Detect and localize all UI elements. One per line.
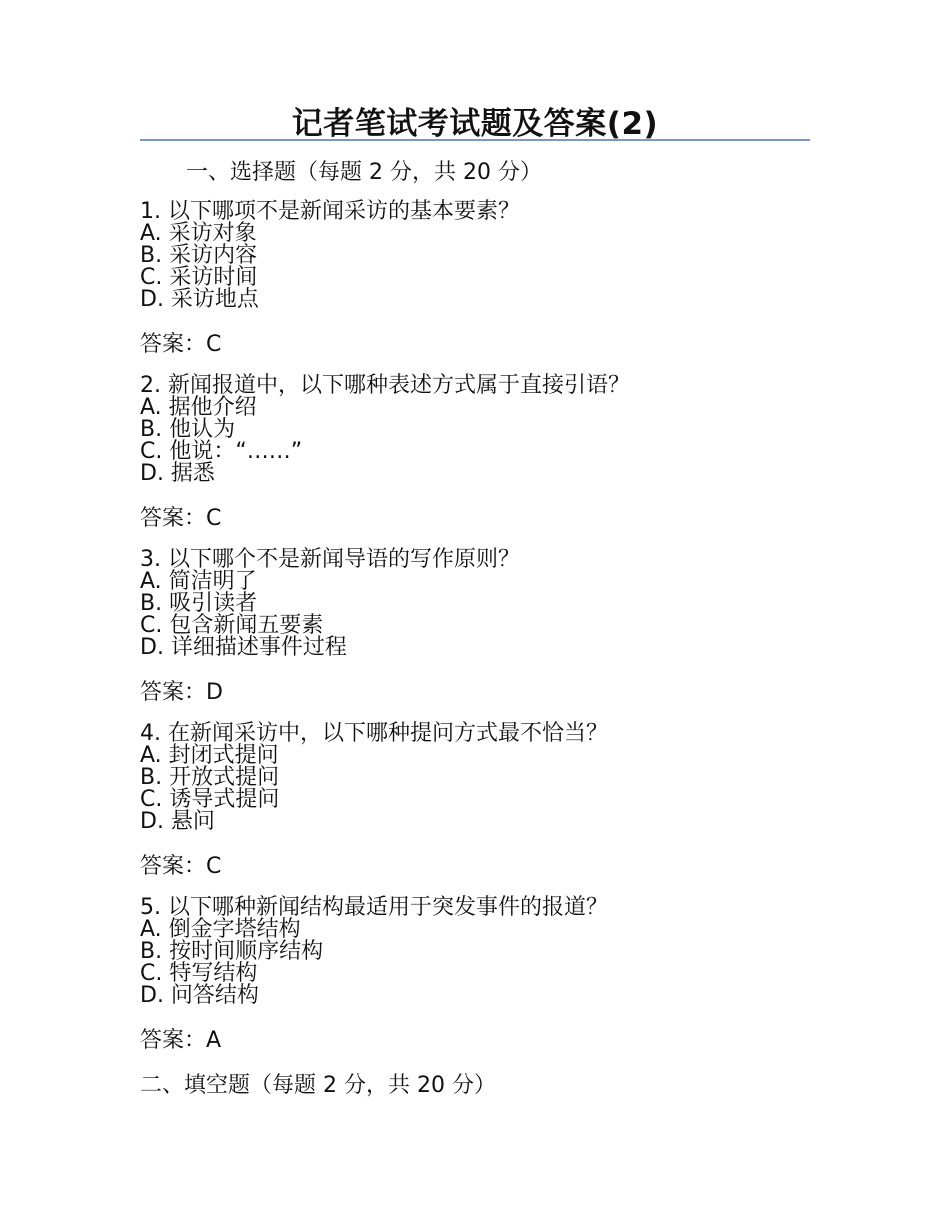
option-a: A. 封闭式提问 bbox=[140, 743, 279, 768]
question-stem: 4. 在新闻采访中，以下哪种提问方式最不恰当？ bbox=[140, 721, 608, 746]
option-c: C. 采访时间 bbox=[140, 265, 258, 290]
answer-line: 答案：C bbox=[140, 332, 222, 357]
option-a: A. 据他介绍 bbox=[140, 395, 257, 420]
question-stem: 3. 以下哪个不是新闻导语的写作原则？ bbox=[140, 547, 520, 572]
answer-line: 答案：C bbox=[140, 854, 222, 879]
answer-line: 答案：C bbox=[140, 506, 222, 531]
option-b: B. 吸引读者 bbox=[140, 591, 258, 616]
section-heading-multiple-choice: 一、选择题（每题 2 分，共 20 分） bbox=[186, 160, 542, 185]
option-d: D. 详细描述事件过程 bbox=[140, 635, 347, 660]
section-heading-fill-in-blank: 二、填空题（每题 2 分，共 20 分） bbox=[140, 1073, 496, 1098]
option-d: D. 悬问 bbox=[140, 809, 215, 834]
option-c: C. 他说：“……” bbox=[140, 439, 303, 464]
option-c: C. 包含新闻五要素 bbox=[140, 613, 324, 638]
question-stem: 1. 以下哪项不是新闻采访的基本要素？ bbox=[140, 199, 520, 224]
question-item bbox=[140, 897, 820, 1071]
option-a: A. 采访对象 bbox=[140, 221, 257, 246]
option-c: C. 特写结构 bbox=[140, 961, 258, 986]
question-item bbox=[140, 723, 820, 897]
option-d: D. 问答结构 bbox=[140, 983, 259, 1008]
question-item bbox=[140, 549, 820, 723]
option-d: D. 据悉 bbox=[140, 461, 215, 486]
question-stem: 2. 新闻报道中，以下哪种表述方式属于直接引语？ bbox=[140, 373, 630, 398]
option-b: B. 开放式提问 bbox=[140, 765, 280, 790]
question-item bbox=[140, 201, 820, 375]
question-list bbox=[140, 201, 820, 1071]
answer-line: 答案：A bbox=[140, 1028, 222, 1053]
answer-line: 答案：D bbox=[140, 680, 223, 705]
option-d: D. 采访地点 bbox=[140, 287, 259, 312]
option-a: A. 倒金字塔结构 bbox=[140, 917, 301, 942]
option-b: B. 按时间顺序结构 bbox=[140, 939, 324, 964]
question-item bbox=[140, 375, 820, 549]
question-stem: 5. 以下哪种新闻结构最适用于突发事件的报道？ bbox=[140, 895, 608, 920]
option-b: B. 他认为 bbox=[140, 417, 236, 442]
option-b: B. 采访内容 bbox=[140, 243, 258, 268]
option-c: C. 诱导式提问 bbox=[140, 787, 280, 812]
option-a: A. 简洁明了 bbox=[140, 569, 257, 594]
title-underline bbox=[140, 139, 810, 141]
document-title: 记者笔试考试题及答案(2) bbox=[291, 106, 659, 142]
